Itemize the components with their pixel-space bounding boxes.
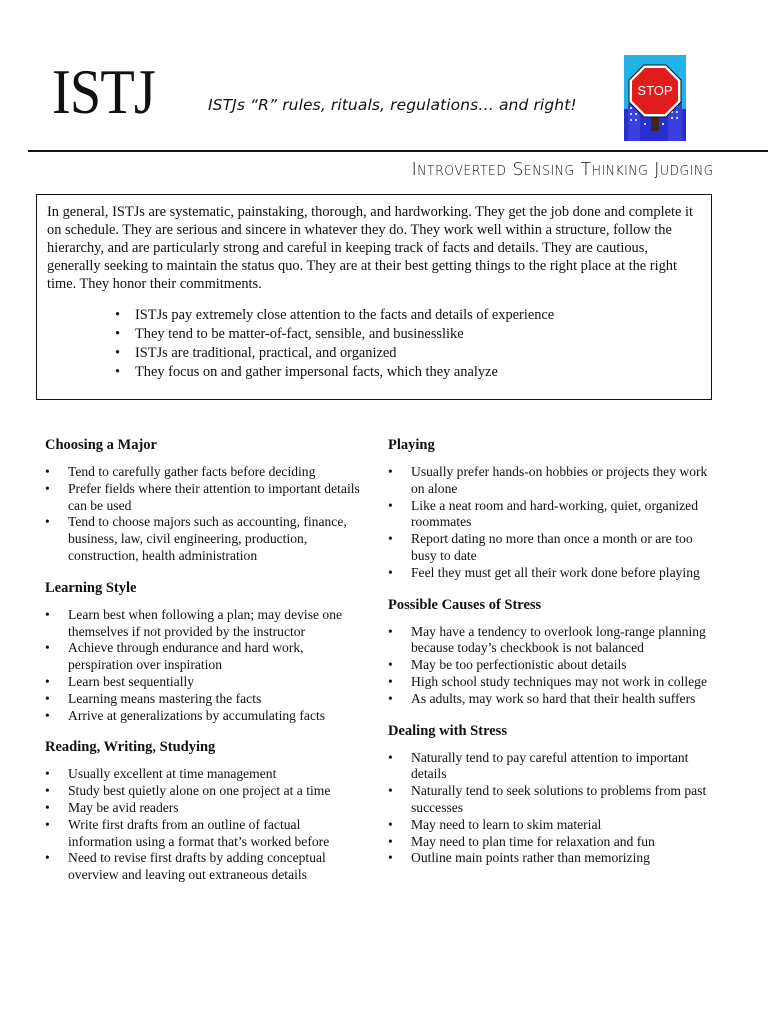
- stop-sign-text: STOP: [637, 83, 673, 98]
- page-title: ISTJ: [52, 56, 155, 127]
- list-item: • High school study techniques may not work in college: [388, 674, 718, 691]
- list-item: • As adults, may work so hard that their health suffers: [388, 691, 718, 708]
- list-item: • Naturally tend to seek solutions to problems from past successes: [388, 783, 718, 817]
- list-item: • May be avid readers: [45, 800, 365, 817]
- section-heading: Choosing a Major: [45, 437, 157, 453]
- section-heading: Possible Causes of Stress: [388, 596, 542, 613]
- list-item: • Usually prefer hands-on hobbies or projects they work on alone: [388, 464, 718, 498]
- section-learning-style: [45, 579, 365, 725]
- list-item: • They focus on and gather impersonal facts, which they analyze: [115, 363, 701, 382]
- list-item: • Achieve through endurance and hard work, perspiration over inspiration: [45, 640, 365, 674]
- summary-box: [36, 194, 712, 400]
- list-item: • Learn best when following a plan; may devise one themselves if not provided by the instructor: [45, 607, 365, 641]
- tagline: ISTJs “R” rules, rituals, regulations… and right!: [208, 96, 577, 114]
- list-item: • Need to revise first drafts by adding conceptual overview and leaving out extraneous details: [45, 850, 365, 884]
- stop-sign-icon: [624, 55, 686, 141]
- list-item: • Outline main points rather than memorizing: [388, 850, 718, 867]
- right-column: [388, 436, 718, 881]
- list-item: • Usually excellent at time management: [45, 766, 365, 783]
- section-heading: Learning Style: [45, 579, 137, 596]
- list-item: • Naturally tend to pay careful attention to important details: [388, 750, 718, 784]
- list-item: • Learn best sequentially: [45, 674, 365, 691]
- list-item: • Prefer fields where their attention to important details can be used: [45, 481, 365, 515]
- list-item: • Tend to choose majors such as accounting, finance, business, law, civil engineering, production, construction, health administration: [45, 514, 365, 564]
- section-reading-writing-studying: [45, 738, 365, 884]
- list-item: • Learning means mastering the facts: [45, 691, 365, 708]
- section-heading: Reading, Writing, Studying: [45, 739, 216, 756]
- section-heading: Playing: [388, 437, 435, 453]
- list-item: • ISTJs pay extremely close attention to the facts and details of experience: [115, 306, 701, 325]
- section-dealing-with-stress: [388, 722, 718, 868]
- summary-paragraph: In general, ISTJs are systematic, painstaking, thorough, and hardworking. They get the job done and complete it on schedule. They are serious and sincere in whatever they do. They work well within a structure, follow the hierarchy, and are particularly strong and careful in keeping track of facts and details. They are cautious, generally seeking to maintain the status quo. They are at their best getting things to the right place at the right time. They honor their commitments.: [47, 204, 693, 292]
- list-item: • May be too perfectionistic about details: [388, 657, 718, 674]
- summary-bullets: [47, 306, 701, 382]
- list-item: • May need to plan time for relaxation and fun: [388, 834, 718, 851]
- section-possible-causes-of-stress: [388, 596, 718, 708]
- list-item: • They tend to be matter-of-fact, sensible, and businesslike: [115, 325, 701, 344]
- left-column: [45, 436, 365, 898]
- section-heading: Dealing with Stress: [388, 722, 507, 739]
- section-playing: [388, 436, 718, 582]
- list-item: • May have a tendency to overlook long-range planning because today’s checkbook is not balanced: [388, 624, 718, 658]
- page-subtitle: Introverted Sensing Thinking Judging: [411, 159, 714, 180]
- list-item: • Tend to carefully gather facts before deciding: [45, 464, 365, 481]
- section-choosing-a-major: [45, 436, 365, 565]
- list-item: • Arrive at generalizations by accumulating facts: [45, 708, 365, 725]
- list-item: • Like a neat room and hard-working, quiet, organized roommates: [388, 498, 718, 532]
- list-item: • Write first drafts from an outline of factual information using a format that’s worked before: [45, 817, 365, 851]
- list-item: • ISTJs are traditional, practical, and organized: [115, 344, 701, 363]
- list-item: • Report dating no more than once a month or are too busy to date: [388, 531, 718, 565]
- list-item: • May need to learn to skim material: [388, 817, 718, 834]
- list-item: • Study best quietly alone on one project at a time: [45, 783, 365, 800]
- list-item: • Feel they must get all their work done before playing: [388, 565, 718, 582]
- header-divider: [28, 150, 768, 152]
